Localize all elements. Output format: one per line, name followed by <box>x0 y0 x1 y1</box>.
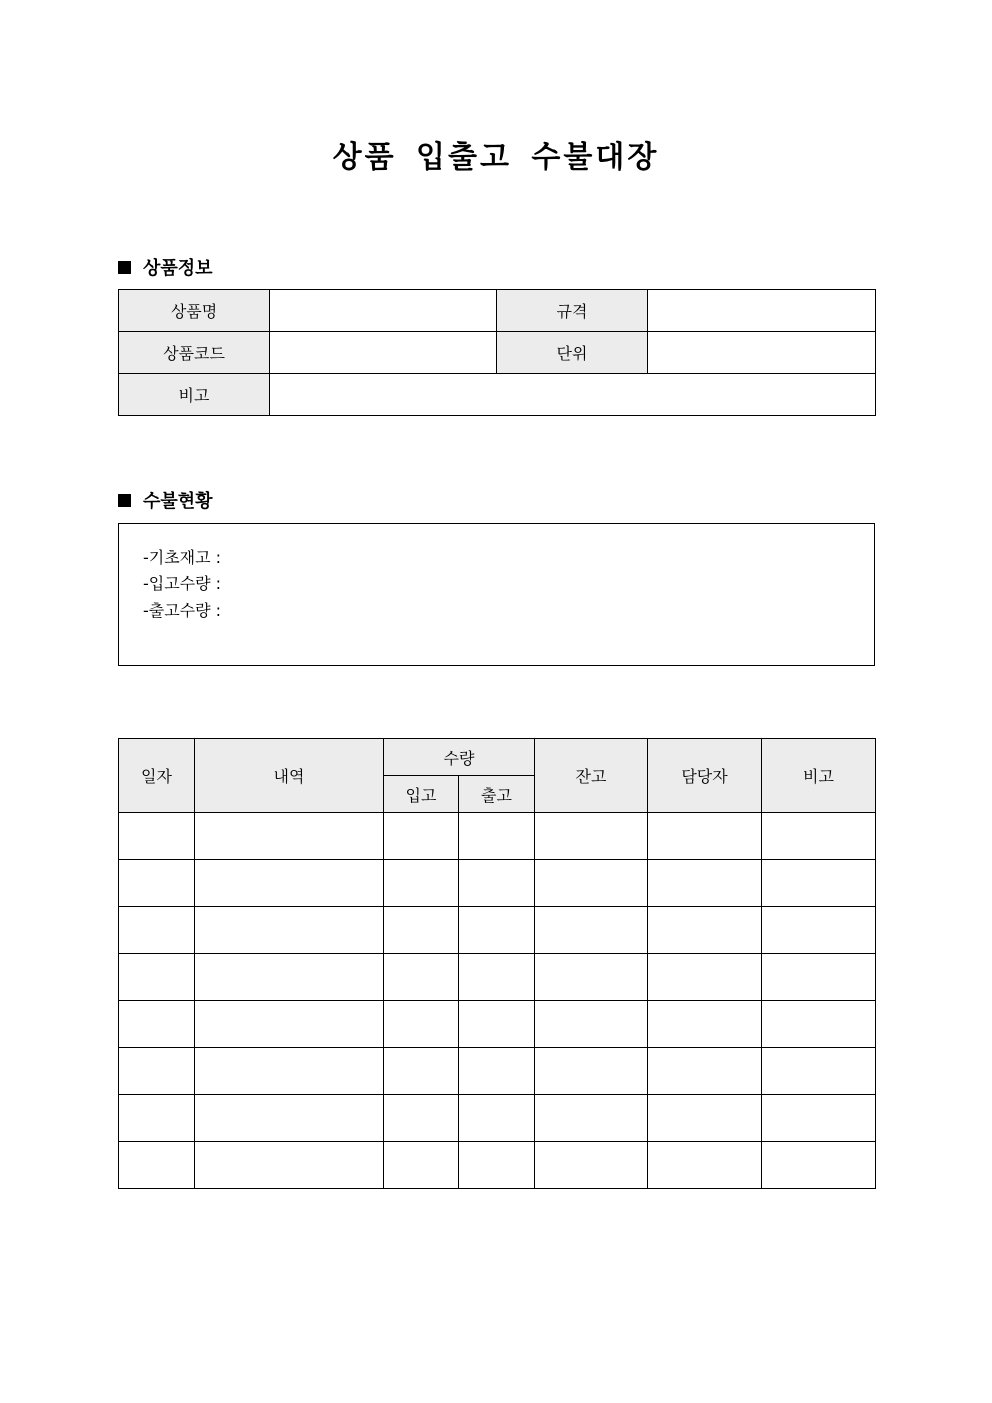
balance-cell[interactable] <box>535 1048 648 1095</box>
description-cell[interactable] <box>195 1001 384 1048</box>
in-cell[interactable] <box>384 1048 459 1095</box>
manager-cell[interactable] <box>648 1095 762 1142</box>
manager-cell[interactable] <box>648 907 762 954</box>
description-cell[interactable] <box>195 813 384 860</box>
product-name-field[interactable] <box>270 290 497 332</box>
description-cell[interactable] <box>195 860 384 907</box>
in-quantity-label: -입고수량 : <box>143 574 222 593</box>
date-cell[interactable] <box>119 1142 195 1189</box>
product-code-label: 상품코드 <box>119 332 270 374</box>
date-cell[interactable] <box>119 954 195 1001</box>
col-header-date: 일자 <box>119 739 195 813</box>
in-cell[interactable] <box>384 1001 459 1048</box>
note-cell[interactable] <box>762 1048 876 1095</box>
balance-cell[interactable] <box>535 1142 648 1189</box>
spec-field[interactable] <box>648 290 876 332</box>
in-cell[interactable] <box>384 1095 459 1142</box>
product-code-field[interactable] <box>270 332 497 374</box>
spec-label: 규격 <box>497 290 648 332</box>
out-quantity-line <box>143 598 221 621</box>
opening-stock-line <box>143 545 221 568</box>
out-quantity-label: -출고수량 : <box>143 601 222 620</box>
unit-field[interactable] <box>648 332 876 374</box>
manager-cell[interactable] <box>648 1001 762 1048</box>
out-cell[interactable] <box>459 813 535 860</box>
ledger-table <box>118 738 876 1189</box>
out-cell[interactable] <box>459 1048 535 1095</box>
out-cell[interactable] <box>459 1001 535 1048</box>
date-cell[interactable] <box>119 860 195 907</box>
description-cell[interactable] <box>195 1142 384 1189</box>
square-bullet-icon <box>118 261 131 274</box>
description-cell[interactable] <box>195 954 384 1001</box>
out-cell[interactable] <box>459 1142 535 1189</box>
product-info-table <box>118 289 876 416</box>
note-cell[interactable] <box>762 1095 876 1142</box>
out-cell[interactable] <box>459 1095 535 1142</box>
manager-cell[interactable] <box>648 954 762 1001</box>
note-cell[interactable] <box>762 907 876 954</box>
page-title: 상품 입출고 수불대장 <box>332 140 660 175</box>
col-header-out: 출고 <box>459 776 535 813</box>
date-cell[interactable] <box>119 907 195 954</box>
note-cell[interactable] <box>762 1001 876 1048</box>
status-box <box>118 523 875 666</box>
square-bullet-icon <box>118 494 131 507</box>
description-cell[interactable] <box>195 1048 384 1095</box>
manager-cell[interactable] <box>648 813 762 860</box>
in-cell[interactable] <box>384 954 459 1001</box>
note-cell[interactable] <box>762 1142 876 1189</box>
status-heading-label: 수불현황 <box>143 491 213 512</box>
opening-stock-label: -기초재고 : <box>143 548 222 567</box>
out-cell[interactable] <box>459 954 535 1001</box>
date-cell[interactable] <box>119 813 195 860</box>
in-quantity-line <box>143 571 221 594</box>
description-cell[interactable] <box>195 907 384 954</box>
note-cell[interactable] <box>762 813 876 860</box>
date-cell[interactable] <box>119 1048 195 1095</box>
col-header-manager: 담당자 <box>648 739 762 813</box>
note-cell[interactable] <box>762 860 876 907</box>
table-row <box>119 1001 876 1048</box>
in-cell[interactable] <box>384 1142 459 1189</box>
balance-cell[interactable] <box>535 1001 648 1048</box>
product-info-heading-label: 상품정보 <box>143 258 213 279</box>
balance-cell[interactable] <box>535 1095 648 1142</box>
note-cell[interactable] <box>762 954 876 1001</box>
balance-cell[interactable] <box>535 907 648 954</box>
table-row <box>119 860 876 907</box>
in-cell[interactable] <box>384 860 459 907</box>
col-header-quantity: 수량 <box>384 739 535 776</box>
table-row <box>119 1095 876 1142</box>
description-cell[interactable] <box>195 1095 384 1142</box>
date-cell[interactable] <box>119 1095 195 1142</box>
product-name-label: 상품명 <box>119 290 270 332</box>
table-row <box>119 1142 876 1189</box>
manager-cell[interactable] <box>648 1142 762 1189</box>
unit-label: 단위 <box>497 332 648 374</box>
col-header-in: 입고 <box>384 776 459 813</box>
date-cell[interactable] <box>119 1001 195 1048</box>
col-header-balance: 잔고 <box>535 739 648 813</box>
balance-cell[interactable] <box>535 954 648 1001</box>
col-header-note: 비고 <box>762 739 876 813</box>
out-cell[interactable] <box>459 907 535 954</box>
note-label: 비고 <box>119 374 270 416</box>
out-cell[interactable] <box>459 860 535 907</box>
table-row <box>119 907 876 954</box>
col-header-description: 내역 <box>195 739 384 813</box>
note-field[interactable] <box>270 374 876 416</box>
in-cell[interactable] <box>384 907 459 954</box>
manager-cell[interactable] <box>648 1048 762 1095</box>
balance-cell[interactable] <box>535 813 648 860</box>
balance-cell[interactable] <box>535 860 648 907</box>
table-row <box>119 954 876 1001</box>
manager-cell[interactable] <box>648 860 762 907</box>
status-heading <box>118 487 213 513</box>
table-row <box>119 813 876 860</box>
in-cell[interactable] <box>384 813 459 860</box>
product-info-heading <box>118 254 213 280</box>
table-row <box>119 1048 876 1095</box>
